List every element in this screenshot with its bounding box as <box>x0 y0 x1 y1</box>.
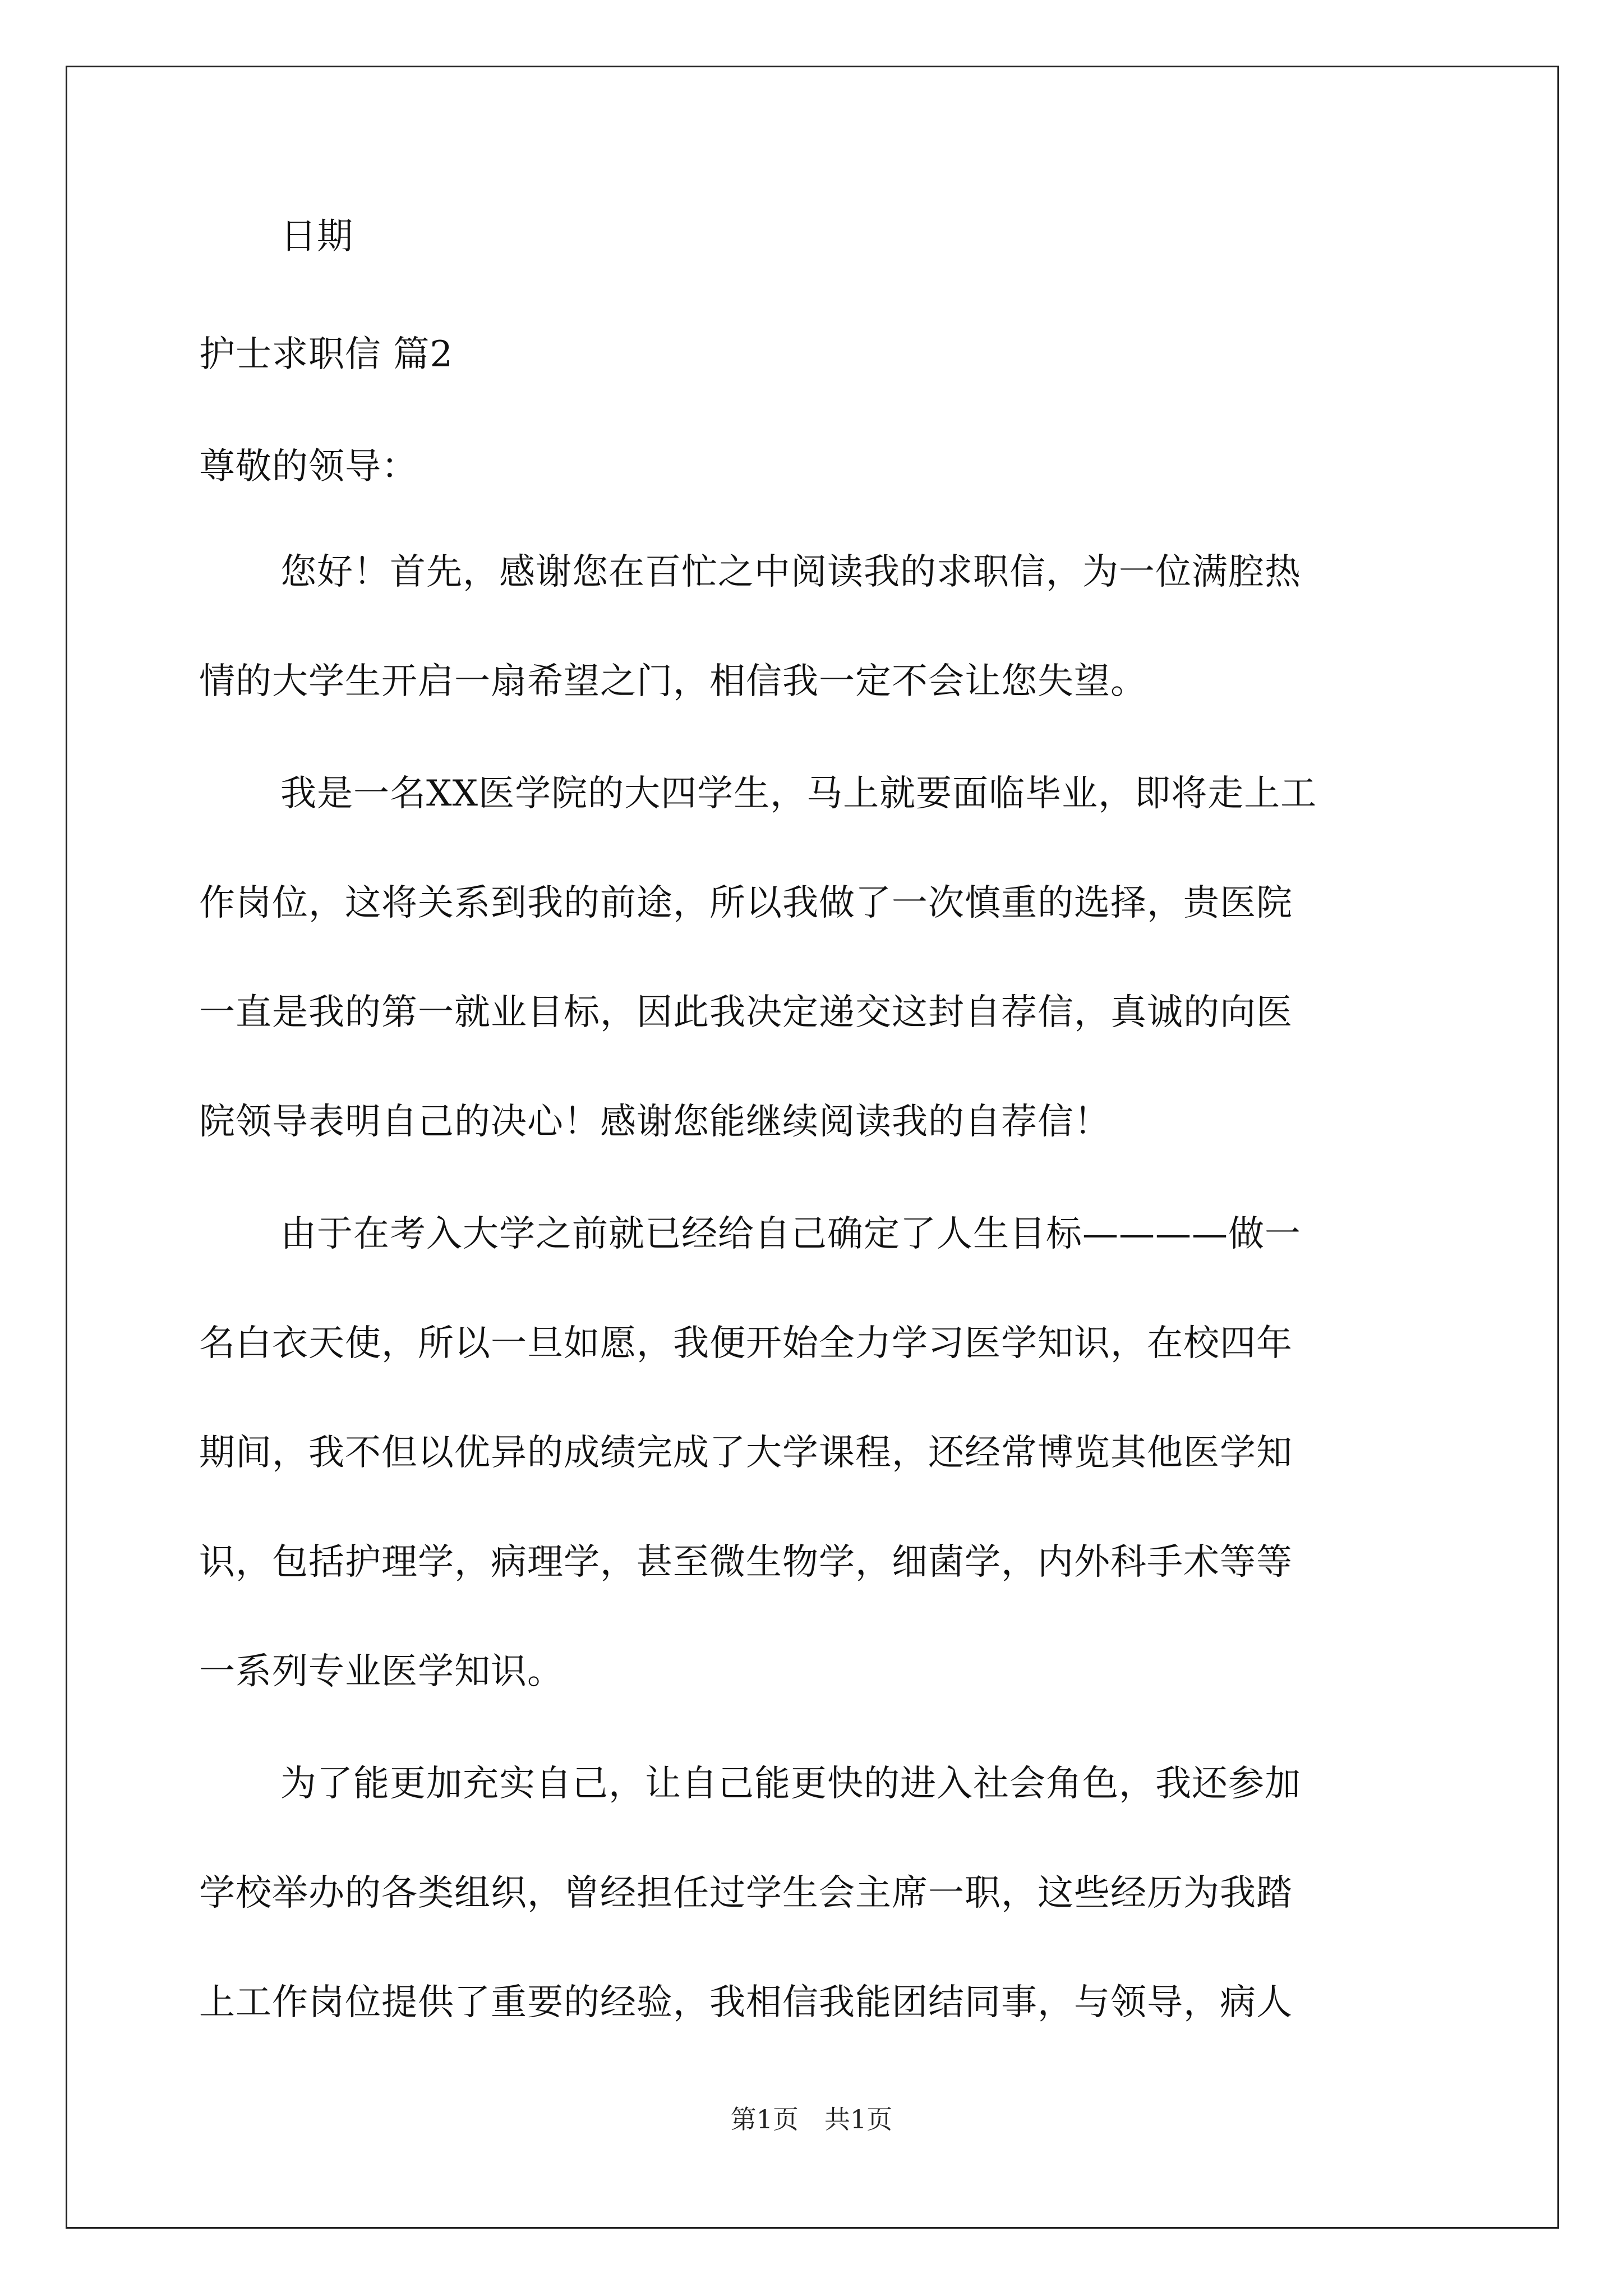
body-line: 我是一名XX医学院的大四学生，马上就要面临毕业，即将走上工 <box>280 773 1317 815</box>
body-line: 作岗位，这将关系到我的前途，所以我做了一次慎重的选择，贵医院 <box>199 882 1293 924</box>
section-title: 护士求职信 篇2 <box>199 334 454 375</box>
body-line: 您好！首先，感谢您在百忙之中阅读我的求职信，为一位满腔热 <box>280 551 1301 593</box>
body-line: 学校举办的各类组织，曾经担任过学生会主席一职，这些经历为我踏 <box>199 1872 1293 1914</box>
body-line: 院领导表明自己的决心！感谢您能继续阅读我的自荐信！ <box>199 1101 1110 1143</box>
body-line: 为了能更加充实自己，让自己能更快的进入社会角色，我还参加 <box>280 1763 1301 1805</box>
body-line: 名白衣天使，所以一旦如愿，我便开始全力学习医学知识，在校四年 <box>199 1323 1293 1364</box>
body-line: 由于在考入大学之前就已经给自己确定了人生目标————做一 <box>280 1213 1301 1255</box>
body-line: 情的大学生开启一扇希望之门，相信我一定不会让您失望。 <box>199 661 1147 702</box>
body-line: 识，包括护理学，病理学，甚至微生物学，细菌学，内外科手术等等 <box>199 1542 1293 1583</box>
date-line: 日期 <box>280 216 353 257</box>
body-line: 期间，我不但以优异的成绩完成了大学课程，还经常博览其他医学知 <box>199 1432 1293 1474</box>
salutation: 尊敬的领导： <box>199 446 418 487</box>
body-line: 上工作岗位提供了重要的经验，我相信我能团结同事，与领导，病人 <box>199 1982 1293 2023</box>
body-line: 一系列专业医学知识。 <box>199 1651 564 1692</box>
body-line: 一直是我的第一就业目标，因此我决定递交这封自荐信，真诚的向医 <box>199 992 1293 1033</box>
page-footer: 第1页 共1页 <box>730 2104 893 2134</box>
